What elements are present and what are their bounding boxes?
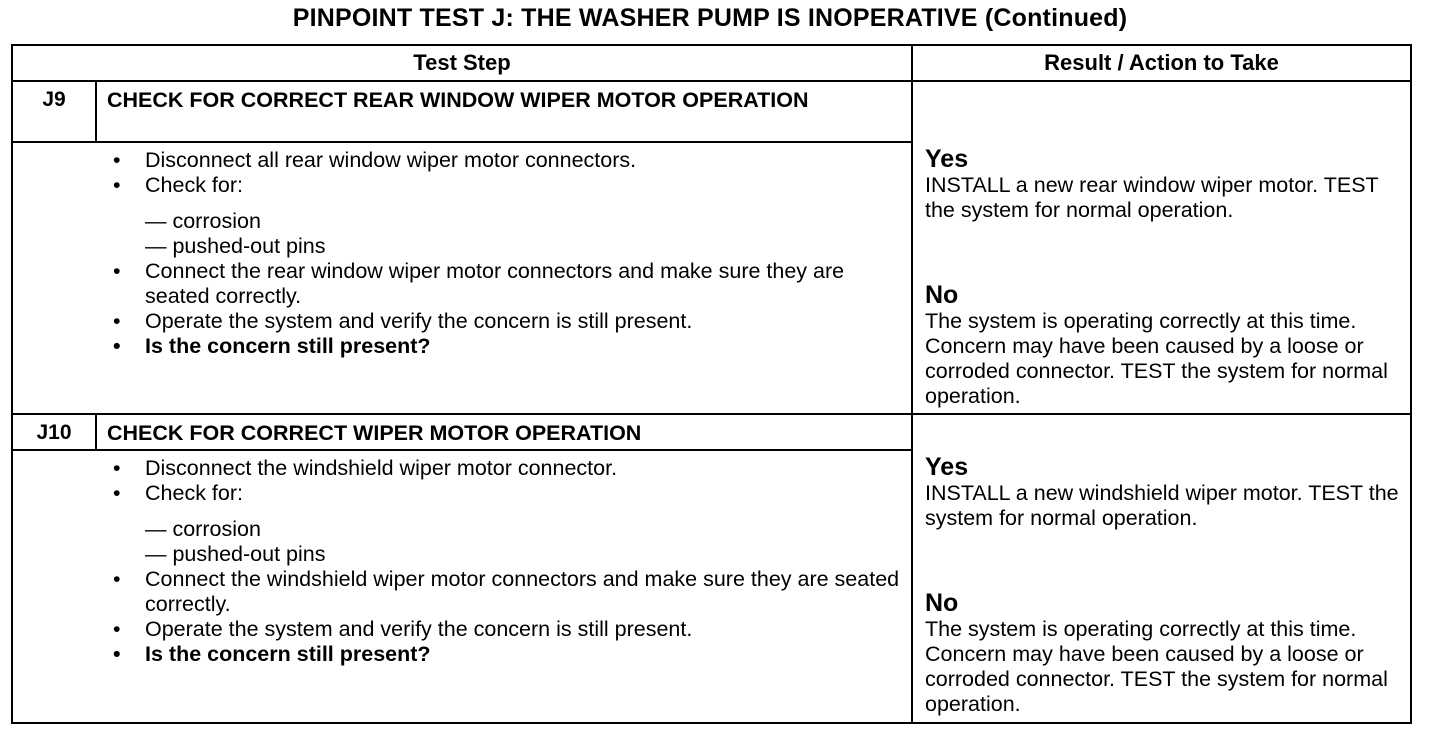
page-title: PINPOINT TEST J: THE WASHER PUMP IS INOPERATIVE (Continued) xyxy=(292,4,1128,32)
list-item-question: • Is the concern still present? xyxy=(113,334,431,358)
j10-id-divider xyxy=(95,413,97,449)
list-item: • Connect the rear window wiper motor connectors and make sure they are seated correctly. xyxy=(113,259,845,308)
step-instructions xyxy=(107,456,907,667)
column-divider xyxy=(911,46,913,722)
list-sub-item: — pushed-out pins xyxy=(145,542,326,566)
step-title: CHECK FOR CORRECT REAR WINDOW WIPER MOTOR OPERATION xyxy=(107,88,809,112)
list-sub-item: — corrosion xyxy=(145,209,261,233)
step-title: CHECK FOR CORRECT WIPER MOTOR OPERATION xyxy=(107,421,642,445)
step-id: J10 xyxy=(36,421,72,444)
j9-title-divider xyxy=(13,141,911,143)
result-no xyxy=(925,590,1405,717)
list-item: • Disconnect the windshield wiper motor connector. xyxy=(113,456,618,480)
no-action: The system is operating correctly at this time. Concern may have been caused by a loose or corroded connector. TEST the system for normal operation. xyxy=(925,617,1388,716)
result-yes xyxy=(925,454,1405,531)
list-item: • Operate the system and verify the concern is still present. xyxy=(113,617,693,641)
step-id: J9 xyxy=(42,88,66,111)
list-sub-item: — corrosion xyxy=(145,517,261,541)
result-yes xyxy=(925,146,1405,223)
list-item: • Connect the windshield wiper motor connectors and make sure they are seated correctly. xyxy=(113,567,900,616)
list-item: • Check for: xyxy=(113,173,243,197)
list-item-question: • Is the concern still present? xyxy=(113,642,431,666)
j10-title-divider xyxy=(13,449,911,451)
list-item: • Operate the system and verify the concern is still present. xyxy=(113,309,693,333)
header-divider xyxy=(13,80,1410,82)
result-no xyxy=(925,282,1405,409)
yes-label: Yes xyxy=(925,453,969,481)
pinpoint-test-table xyxy=(11,44,1412,724)
j9-j10-divider xyxy=(13,413,1410,415)
list-item: • Disconnect all rear window wiper motor connectors. xyxy=(113,148,637,172)
no-label: No xyxy=(925,281,959,309)
yes-label: Yes xyxy=(925,145,969,173)
step-instructions xyxy=(107,148,907,359)
no-action: The system is operating correctly at this time. Concern may have been caused by a loose or corroded connector. TEST the system for normal operation. xyxy=(925,309,1388,408)
list-sub-item: — pushed-out pins xyxy=(145,234,326,258)
no-label: No xyxy=(925,589,959,617)
list-item: • Check for: xyxy=(113,481,243,505)
yes-action: INSTALL a new rear window wiper motor. TEST the system for normal operation. xyxy=(925,173,1379,222)
test-step-header: Test Step xyxy=(413,50,511,75)
result-header: Result / Action to Take xyxy=(1044,50,1279,75)
j9-id-divider xyxy=(95,80,97,141)
yes-action: INSTALL a new windshield wiper motor. TEST the system for normal operation. xyxy=(925,481,1399,530)
